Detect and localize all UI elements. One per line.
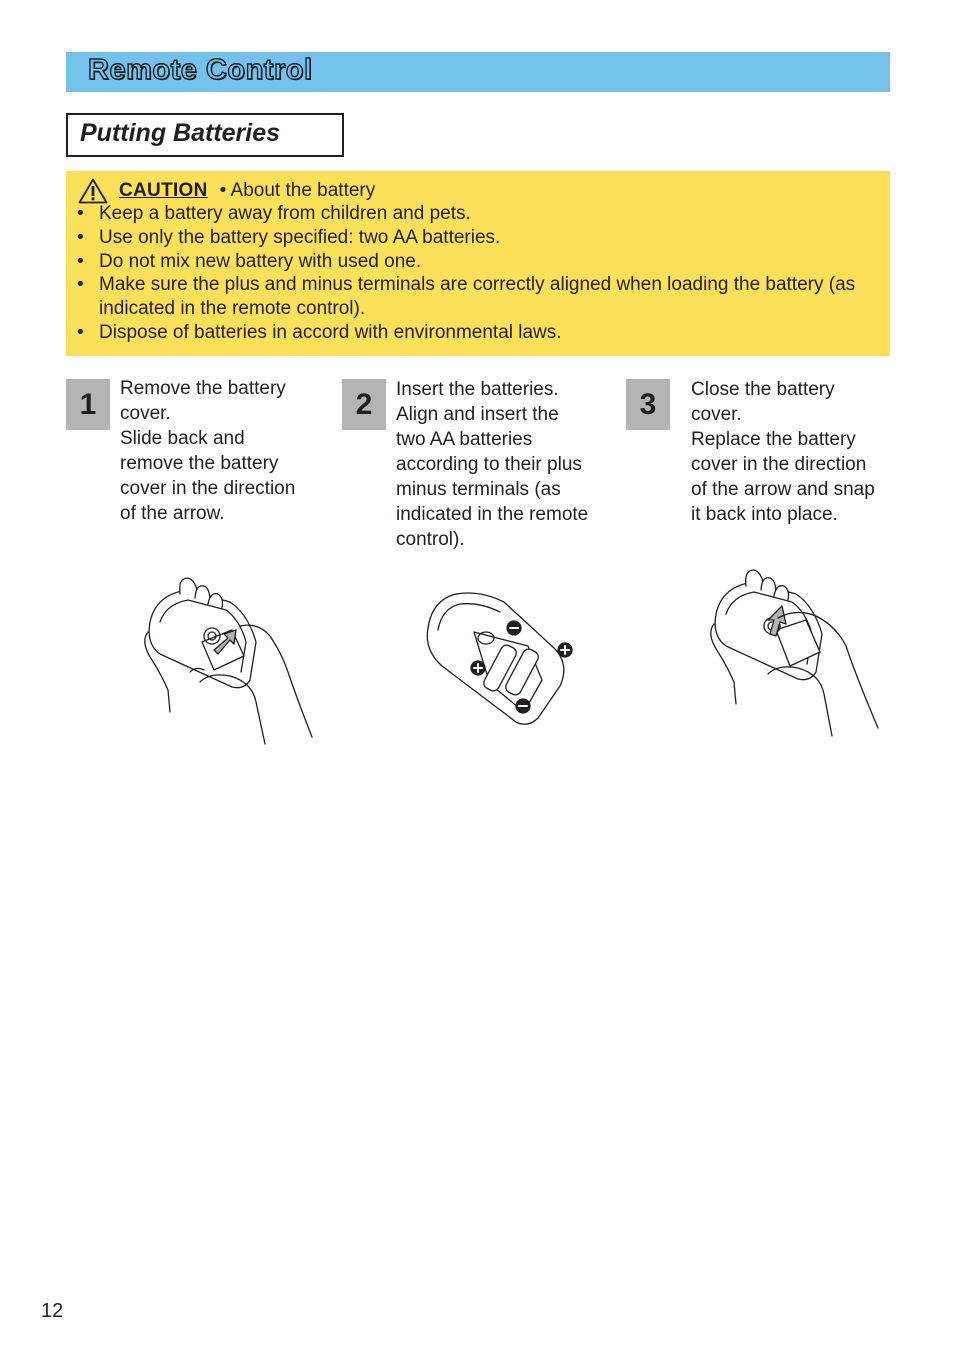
caution-header — [78, 178, 375, 204]
caution-about: • About the battery — [219, 180, 376, 201]
insert-batteries-illustration — [420, 588, 580, 728]
step-1-text: Remove the battery cover. Slide back and remove the battery cover in the direction of the arrow. — [120, 378, 296, 524]
subsection-title: Putting Batteries — [80, 119, 281, 147]
step-3-text: Close the battery cover. Replace the battery cover in the direction of the arrow and snap it back into place. — [691, 379, 875, 525]
step-2-badge: 2 — [342, 379, 386, 430]
subsection-title-box — [66, 113, 344, 157]
section-title-bar — [66, 52, 890, 92]
warning-triangle-icon — [78, 178, 108, 204]
list-item: • Keep a battery away from children and pets. — [77, 203, 471, 224]
page-number: 12 — [41, 1300, 64, 1322]
list-item: • Do not mix new battery with used one. — [77, 250, 422, 272]
list-item: • Make sure the plus and minus terminals are correctly aligned when loading the battery (as indicated in the remote control). — [77, 274, 856, 320]
caution-list — [76, 202, 876, 345]
list-item: • Dispose of batteries in accord with environmental laws. — [77, 321, 562, 343]
caution-label: CAUTION — [119, 180, 208, 201]
step-2-text: Insert the batteries. Align and insert the two AA batteries according to their plus minus terminals (as indicated in the remote control). — [396, 379, 589, 550]
step-3-badge: 3 — [626, 379, 670, 430]
step-1-badge: 1 — [66, 379, 110, 430]
remove-cover-illustration — [140, 572, 320, 747]
page-title: Remote Control — [88, 54, 313, 86]
caution-box — [66, 171, 890, 356]
list-item: • Use only the battery specified: two AA batteries. — [77, 226, 501, 248]
close-cover-illustration — [706, 566, 886, 741]
